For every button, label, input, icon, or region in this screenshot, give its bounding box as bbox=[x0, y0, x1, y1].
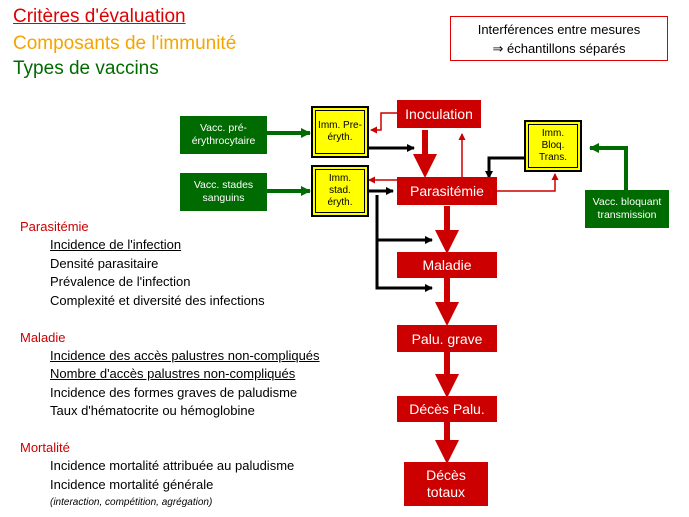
criteria-mortality-note: (interaction, compétition, agrégation) bbox=[50, 497, 213, 508]
node-total-deaths: Décès totaux bbox=[404, 462, 488, 506]
arrow-para-to-imm-trans bbox=[497, 174, 555, 191]
node-malaria-deaths: Décès Palu. bbox=[397, 396, 497, 422]
immunity-erythrocytic-stage: Imm. stad. éryth. bbox=[311, 165, 369, 217]
arrow-imm-trans-to-para bbox=[489, 158, 524, 178]
immunity-pre-frame bbox=[315, 110, 365, 154]
arrow-vacc-trans-to-imm bbox=[590, 148, 626, 190]
legend-vaccines: Types de vaccins bbox=[13, 58, 159, 79]
arrow-inoc-to-imm-pre bbox=[371, 113, 397, 130]
node-inoculation: Inoculation bbox=[397, 100, 481, 128]
note-line-2: ⇒ échantillons séparés bbox=[492, 41, 626, 56]
criteria-mortality-title: Mortalité bbox=[20, 440, 70, 455]
criteria-item: Incidence mortalité générale bbox=[50, 477, 214, 492]
vaccine-transmission-blocking: Vacc. bloquant transmission bbox=[585, 190, 669, 228]
criteria-parasitemia-title: Parasitémie bbox=[20, 219, 89, 234]
legend-criteria: Critères d'évaluation bbox=[13, 6, 186, 27]
criteria-item: Incidence de l'infection bbox=[50, 237, 182, 252]
criteria-item: Prévalence de l'infection bbox=[50, 274, 191, 289]
vaccine-pre-erythrocytic: Vacc. pré-érythrocytaire bbox=[180, 116, 267, 154]
criteria-item: Taux d'hématocrite ou hémoglobine bbox=[50, 403, 255, 418]
immunity-stad-frame bbox=[315, 169, 365, 213]
criteria-item: Incidence mortalité attribuée au paludisme bbox=[50, 458, 295, 473]
criteria-item: Incidence des accès palustres non-compliqués bbox=[50, 348, 320, 363]
node-disease: Maladie bbox=[397, 252, 497, 278]
immunity-trans-frame bbox=[528, 124, 578, 168]
note-line-1: Interférences entre mesures bbox=[477, 22, 641, 37]
criteria-item: Incidence des formes graves de paludisme bbox=[50, 385, 298, 400]
legend-immunity: Composants de l'immunité bbox=[13, 33, 237, 54]
immunity-transmission-blocking: Imm. Bloq. Trans. bbox=[524, 120, 582, 172]
node-severe-malaria: Palu. grave bbox=[397, 325, 497, 352]
criteria-item: Complexité et diversité des infections bbox=[50, 293, 265, 308]
criteria-item: Nombre d'accès palustres non-compliqués bbox=[50, 366, 296, 381]
immunity-pre-erythrocytic: Imm. Pre-éryth. bbox=[311, 106, 369, 158]
criteria-disease-title: Maladie bbox=[20, 330, 66, 345]
node-parasitemia: Parasitémie bbox=[397, 177, 497, 205]
criteria-item: Densité parasitaire bbox=[50, 256, 159, 271]
vaccine-blood-stage: Vacc. stades sanguins bbox=[180, 173, 267, 211]
